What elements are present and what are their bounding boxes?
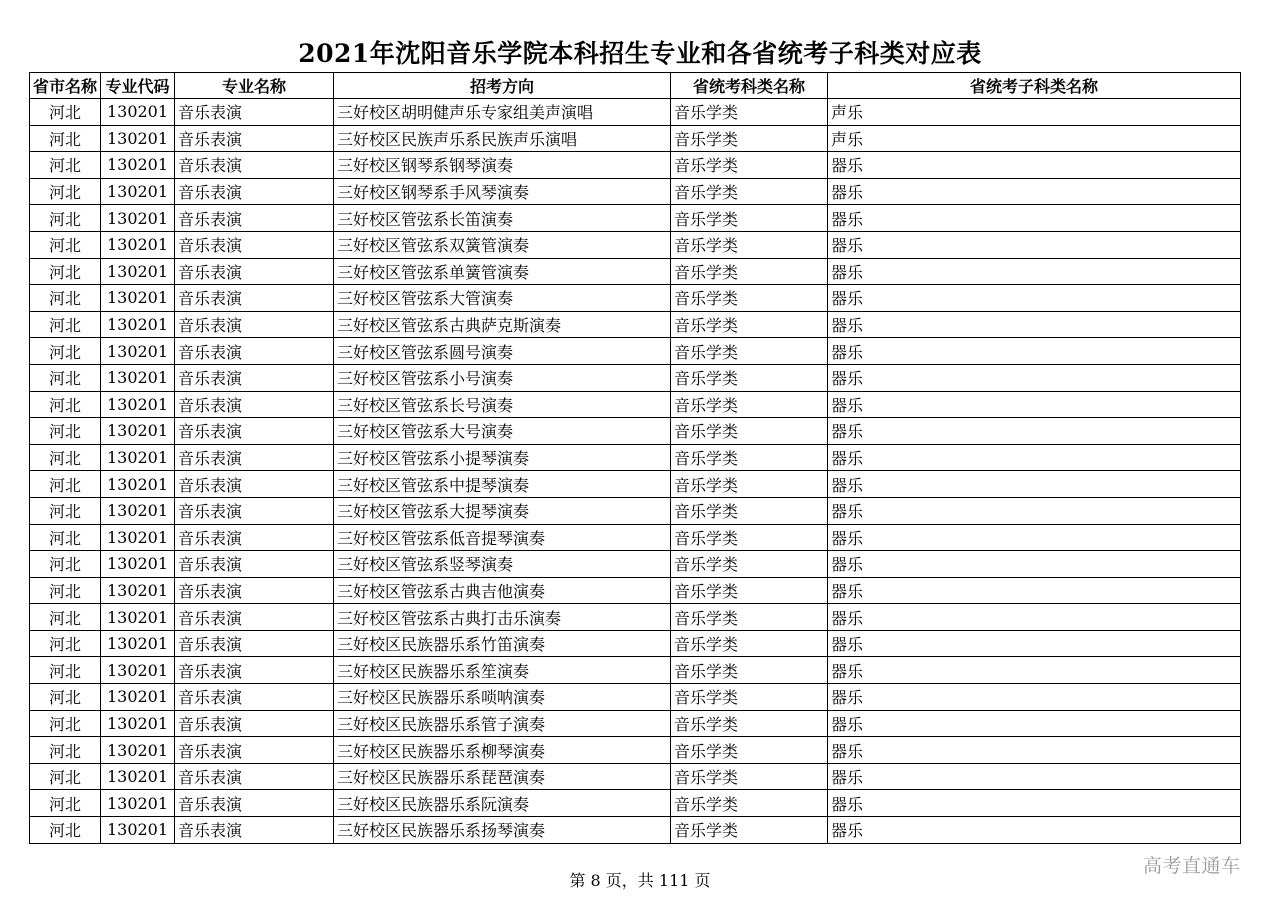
table-body bbox=[30, 99, 1241, 844]
cell-major-name: 音乐表演 bbox=[175, 364, 334, 391]
watermark-logo: 高考直通车 bbox=[1143, 855, 1241, 877]
cell-direction: 三好校区民族器乐系竹笛演奏 bbox=[334, 630, 671, 657]
cell-major-code: 130201 bbox=[101, 790, 175, 817]
cell-province: 河北 bbox=[30, 178, 101, 205]
table-row bbox=[30, 231, 1241, 258]
cell-major-name: 音乐表演 bbox=[175, 710, 334, 737]
cell-major-name: 音乐表演 bbox=[175, 737, 334, 764]
cell-province: 河北 bbox=[30, 152, 101, 179]
cell-province: 河北 bbox=[30, 471, 101, 498]
cell-major-code: 130201 bbox=[101, 684, 175, 711]
cell-direction: 三好校区管弦系古典萨克斯演奏 bbox=[334, 311, 671, 338]
cell-major-name: 音乐表演 bbox=[175, 152, 334, 179]
cell-direction: 三好校区管弦系单簧管演奏 bbox=[334, 258, 671, 285]
cell-province: 河北 bbox=[30, 604, 101, 631]
cell-province: 河北 bbox=[30, 551, 101, 578]
header-major-name: 专业名称 bbox=[175, 73, 334, 99]
cell-major-name: 音乐表演 bbox=[175, 551, 334, 578]
cell-exam-category: 音乐学类 bbox=[671, 710, 828, 737]
cell-exam-category: 音乐学类 bbox=[671, 657, 828, 684]
cell-major-name: 音乐表演 bbox=[175, 497, 334, 524]
cell-exam-subcategory: 器乐 bbox=[828, 364, 1241, 391]
cell-direction: 三好校区管弦系圆号演奏 bbox=[334, 338, 671, 365]
cell-direction: 三好校区民族器乐系琵琶演奏 bbox=[334, 763, 671, 790]
cell-exam-subcategory: 器乐 bbox=[828, 391, 1241, 418]
cell-major-code: 130201 bbox=[101, 604, 175, 631]
table-row bbox=[30, 418, 1241, 445]
table-row bbox=[30, 178, 1241, 205]
cell-direction: 三好校区管弦系古典吉他演奏 bbox=[334, 577, 671, 604]
cell-exam-subcategory: 器乐 bbox=[828, 152, 1241, 179]
cell-exam-subcategory: 声乐 bbox=[828, 125, 1241, 152]
cell-exam-subcategory: 器乐 bbox=[828, 471, 1241, 498]
table-row bbox=[30, 817, 1241, 844]
cell-exam-subcategory: 器乐 bbox=[828, 178, 1241, 205]
cell-exam-subcategory: 器乐 bbox=[828, 630, 1241, 657]
cell-exam-category: 音乐学类 bbox=[671, 604, 828, 631]
cell-exam-category: 音乐学类 bbox=[671, 497, 828, 524]
cell-province: 河北 bbox=[30, 205, 101, 232]
table-row bbox=[30, 684, 1241, 711]
table-row bbox=[30, 285, 1241, 312]
cell-major-code: 130201 bbox=[101, 285, 175, 312]
header-exam-category: 省统考科类名称 bbox=[671, 73, 828, 99]
cell-exam-category: 音乐学类 bbox=[671, 285, 828, 312]
cell-direction: 三好校区钢琴系钢琴演奏 bbox=[334, 152, 671, 179]
cell-direction: 三好校区钢琴系手风琴演奏 bbox=[334, 178, 671, 205]
cell-exam-category: 音乐学类 bbox=[671, 577, 828, 604]
cell-major-name: 音乐表演 bbox=[175, 311, 334, 338]
cell-exam-category: 音乐学类 bbox=[671, 817, 828, 844]
cell-exam-category: 音乐学类 bbox=[671, 178, 828, 205]
cell-exam-category: 音乐学类 bbox=[671, 391, 828, 418]
cell-major-name: 音乐表演 bbox=[175, 630, 334, 657]
cell-major-name: 音乐表演 bbox=[175, 604, 334, 631]
cell-direction: 三好校区民族器乐系柳琴演奏 bbox=[334, 737, 671, 764]
cell-exam-category: 音乐学类 bbox=[671, 551, 828, 578]
cell-exam-category: 音乐学类 bbox=[671, 152, 828, 179]
cell-major-code: 130201 bbox=[101, 551, 175, 578]
cell-exam-subcategory: 器乐 bbox=[828, 763, 1241, 790]
cell-major-code: 130201 bbox=[101, 497, 175, 524]
cell-exam-subcategory: 器乐 bbox=[828, 338, 1241, 365]
cell-province: 河北 bbox=[30, 630, 101, 657]
cell-major-name: 音乐表演 bbox=[175, 524, 334, 551]
cell-direction: 三好校区民族器乐系笙演奏 bbox=[334, 657, 671, 684]
cell-exam-category: 音乐学类 bbox=[671, 231, 828, 258]
table-row bbox=[30, 710, 1241, 737]
header-major-code: 专业代码 bbox=[101, 73, 175, 99]
cell-major-code: 130201 bbox=[101, 577, 175, 604]
cell-province: 河北 bbox=[30, 258, 101, 285]
table-row bbox=[30, 471, 1241, 498]
cell-direction: 三好校区管弦系双簧管演奏 bbox=[334, 231, 671, 258]
cell-exam-subcategory: 器乐 bbox=[828, 311, 1241, 338]
table-row bbox=[30, 630, 1241, 657]
cell-province: 河北 bbox=[30, 577, 101, 604]
cell-exam-category: 音乐学类 bbox=[671, 524, 828, 551]
cell-exam-category: 音乐学类 bbox=[671, 763, 828, 790]
cell-direction: 三好校区管弦系大号演奏 bbox=[334, 418, 671, 445]
cell-exam-subcategory: 器乐 bbox=[828, 551, 1241, 578]
cell-major-code: 130201 bbox=[101, 710, 175, 737]
cell-direction: 三好校区民族器乐系唢呐演奏 bbox=[334, 684, 671, 711]
cell-province: 河北 bbox=[30, 391, 101, 418]
cell-direction: 三好校区民族声乐系民族声乐演唱 bbox=[334, 125, 671, 152]
cell-province: 河北 bbox=[30, 737, 101, 764]
cell-exam-category: 音乐学类 bbox=[671, 205, 828, 232]
cell-major-code: 130201 bbox=[101, 205, 175, 232]
cell-province: 河北 bbox=[30, 418, 101, 445]
cell-direction: 三好校区管弦系中提琴演奏 bbox=[334, 471, 671, 498]
cell-major-name: 音乐表演 bbox=[175, 99, 334, 126]
cell-major-name: 音乐表演 bbox=[175, 258, 334, 285]
cell-province: 河北 bbox=[30, 311, 101, 338]
table-row bbox=[30, 604, 1241, 631]
cell-exam-category: 音乐学类 bbox=[671, 684, 828, 711]
cell-major-code: 130201 bbox=[101, 630, 175, 657]
cell-major-code: 130201 bbox=[101, 125, 175, 152]
cell-major-name: 音乐表演 bbox=[175, 338, 334, 365]
cell-direction: 三好校区管弦系古典打击乐演奏 bbox=[334, 604, 671, 631]
cell-exam-category: 音乐学类 bbox=[671, 418, 828, 445]
cell-exam-subcategory: 器乐 bbox=[828, 577, 1241, 604]
cell-exam-subcategory: 器乐 bbox=[828, 737, 1241, 764]
cell-major-name: 音乐表演 bbox=[175, 471, 334, 498]
cell-major-code: 130201 bbox=[101, 258, 175, 285]
cell-exam-category: 音乐学类 bbox=[671, 99, 828, 126]
cell-direction: 三好校区民族器乐系阮演奏 bbox=[334, 790, 671, 817]
cell-exam-subcategory: 声乐 bbox=[828, 99, 1241, 126]
cell-exam-category: 音乐学类 bbox=[671, 737, 828, 764]
cell-major-code: 130201 bbox=[101, 524, 175, 551]
cell-province: 河北 bbox=[30, 285, 101, 312]
cell-major-name: 音乐表演 bbox=[175, 178, 334, 205]
cell-direction: 三好校区管弦系小号演奏 bbox=[334, 364, 671, 391]
table-row bbox=[30, 152, 1241, 179]
cell-exam-category: 音乐学类 bbox=[671, 790, 828, 817]
cell-exam-category: 音乐学类 bbox=[671, 364, 828, 391]
table-row bbox=[30, 577, 1241, 604]
cell-major-code: 130201 bbox=[101, 418, 175, 445]
cell-exam-subcategory: 器乐 bbox=[828, 497, 1241, 524]
header-province: 省市名称 bbox=[30, 73, 101, 99]
table-row bbox=[30, 657, 1241, 684]
table-row bbox=[30, 99, 1241, 126]
table-row bbox=[30, 524, 1241, 551]
cell-province: 河北 bbox=[30, 790, 101, 817]
table-row bbox=[30, 364, 1241, 391]
cell-province: 河北 bbox=[30, 99, 101, 126]
cell-major-code: 130201 bbox=[101, 471, 175, 498]
cell-major-name: 音乐表演 bbox=[175, 657, 334, 684]
cell-major-name: 音乐表演 bbox=[175, 684, 334, 711]
table-row bbox=[30, 205, 1241, 232]
cell-province: 河北 bbox=[30, 817, 101, 844]
cell-major-code: 130201 bbox=[101, 444, 175, 471]
cell-province: 河北 bbox=[30, 338, 101, 365]
cell-major-name: 音乐表演 bbox=[175, 817, 334, 844]
cell-exam-subcategory: 器乐 bbox=[828, 231, 1241, 258]
table-row bbox=[30, 258, 1241, 285]
table-row bbox=[30, 338, 1241, 365]
cell-province: 河北 bbox=[30, 524, 101, 551]
cell-exam-subcategory: 器乐 bbox=[828, 418, 1241, 445]
cell-province: 河北 bbox=[30, 125, 101, 152]
cell-major-code: 130201 bbox=[101, 338, 175, 365]
cell-direction: 三好校区管弦系长笛演奏 bbox=[334, 205, 671, 232]
cell-major-name: 音乐表演 bbox=[175, 231, 334, 258]
table-header-row bbox=[30, 73, 1241, 99]
cell-province: 河北 bbox=[30, 657, 101, 684]
cell-exam-subcategory: 器乐 bbox=[828, 710, 1241, 737]
cell-exam-category: 音乐学类 bbox=[671, 630, 828, 657]
cell-direction: 三好校区管弦系长号演奏 bbox=[334, 391, 671, 418]
cell-province: 河北 bbox=[30, 231, 101, 258]
cell-exam-subcategory: 器乐 bbox=[828, 790, 1241, 817]
table-row bbox=[30, 125, 1241, 152]
cell-exam-category: 音乐学类 bbox=[671, 338, 828, 365]
cell-major-name: 音乐表演 bbox=[175, 444, 334, 471]
cell-exam-category: 音乐学类 bbox=[671, 258, 828, 285]
cell-major-code: 130201 bbox=[101, 817, 175, 844]
cell-major-code: 130201 bbox=[101, 99, 175, 126]
cell-exam-category: 音乐学类 bbox=[671, 311, 828, 338]
cell-exam-subcategory: 器乐 bbox=[828, 444, 1241, 471]
table-row bbox=[30, 391, 1241, 418]
cell-exam-category: 音乐学类 bbox=[671, 444, 828, 471]
cell-exam-category: 音乐学类 bbox=[671, 471, 828, 498]
cell-direction: 三好校区民族器乐系管子演奏 bbox=[334, 710, 671, 737]
cell-exam-subcategory: 器乐 bbox=[828, 817, 1241, 844]
cell-direction: 三好校区胡明健声乐专家组美声演唱 bbox=[334, 99, 671, 126]
cell-exam-subcategory: 器乐 bbox=[828, 258, 1241, 285]
cell-major-code: 130201 bbox=[101, 737, 175, 764]
table-row bbox=[30, 497, 1241, 524]
table-row bbox=[30, 444, 1241, 471]
cell-province: 河北 bbox=[30, 364, 101, 391]
cell-direction: 三好校区管弦系大提琴演奏 bbox=[334, 497, 671, 524]
admissions-table bbox=[29, 72, 1241, 844]
cell-major-code: 130201 bbox=[101, 391, 175, 418]
cell-major-name: 音乐表演 bbox=[175, 125, 334, 152]
cell-exam-category: 音乐学类 bbox=[671, 125, 828, 152]
cell-major-name: 音乐表演 bbox=[175, 763, 334, 790]
cell-exam-subcategory: 器乐 bbox=[828, 684, 1241, 711]
cell-major-code: 130201 bbox=[101, 311, 175, 338]
cell-direction: 三好校区管弦系大管演奏 bbox=[334, 285, 671, 312]
cell-major-name: 音乐表演 bbox=[175, 285, 334, 312]
cell-major-name: 音乐表演 bbox=[175, 418, 334, 445]
cell-exam-subcategory: 器乐 bbox=[828, 285, 1241, 312]
header-direction: 招考方向 bbox=[334, 73, 671, 99]
header-exam-subcategory: 省统考子科类名称 bbox=[828, 73, 1241, 99]
cell-major-code: 130201 bbox=[101, 178, 175, 205]
cell-major-name: 音乐表演 bbox=[175, 790, 334, 817]
cell-major-code: 130201 bbox=[101, 364, 175, 391]
table-row bbox=[30, 551, 1241, 578]
cell-direction: 三好校区民族器乐系扬琴演奏 bbox=[334, 817, 671, 844]
page-footer: 第 8 页，共 111 页 bbox=[569, 871, 711, 890]
cell-major-code: 130201 bbox=[101, 152, 175, 179]
cell-major-name: 音乐表演 bbox=[175, 391, 334, 418]
table-row bbox=[30, 311, 1241, 338]
cell-province: 河北 bbox=[30, 684, 101, 711]
cell-exam-subcategory: 器乐 bbox=[828, 604, 1241, 631]
cell-major-name: 音乐表演 bbox=[175, 205, 334, 232]
table-row bbox=[30, 763, 1241, 790]
cell-direction: 三好校区管弦系低音提琴演奏 bbox=[334, 524, 671, 551]
cell-major-code: 130201 bbox=[101, 231, 175, 258]
cell-direction: 三好校区管弦系小提琴演奏 bbox=[334, 444, 671, 471]
cell-direction: 三好校区管弦系竖琴演奏 bbox=[334, 551, 671, 578]
cell-province: 河北 bbox=[30, 444, 101, 471]
cell-province: 河北 bbox=[30, 710, 101, 737]
cell-major-code: 130201 bbox=[101, 763, 175, 790]
document-title: 2021年沈阳音乐学院本科招生专业和各省统考子科类对应表 bbox=[298, 39, 982, 68]
table-row bbox=[30, 790, 1241, 817]
table-row bbox=[30, 737, 1241, 764]
cell-major-code: 130201 bbox=[101, 657, 175, 684]
cell-major-name: 音乐表演 bbox=[175, 577, 334, 604]
cell-province: 河北 bbox=[30, 497, 101, 524]
cell-exam-subcategory: 器乐 bbox=[828, 657, 1241, 684]
cell-exam-subcategory: 器乐 bbox=[828, 205, 1241, 232]
cell-province: 河北 bbox=[30, 763, 101, 790]
cell-exam-subcategory: 器乐 bbox=[828, 524, 1241, 551]
